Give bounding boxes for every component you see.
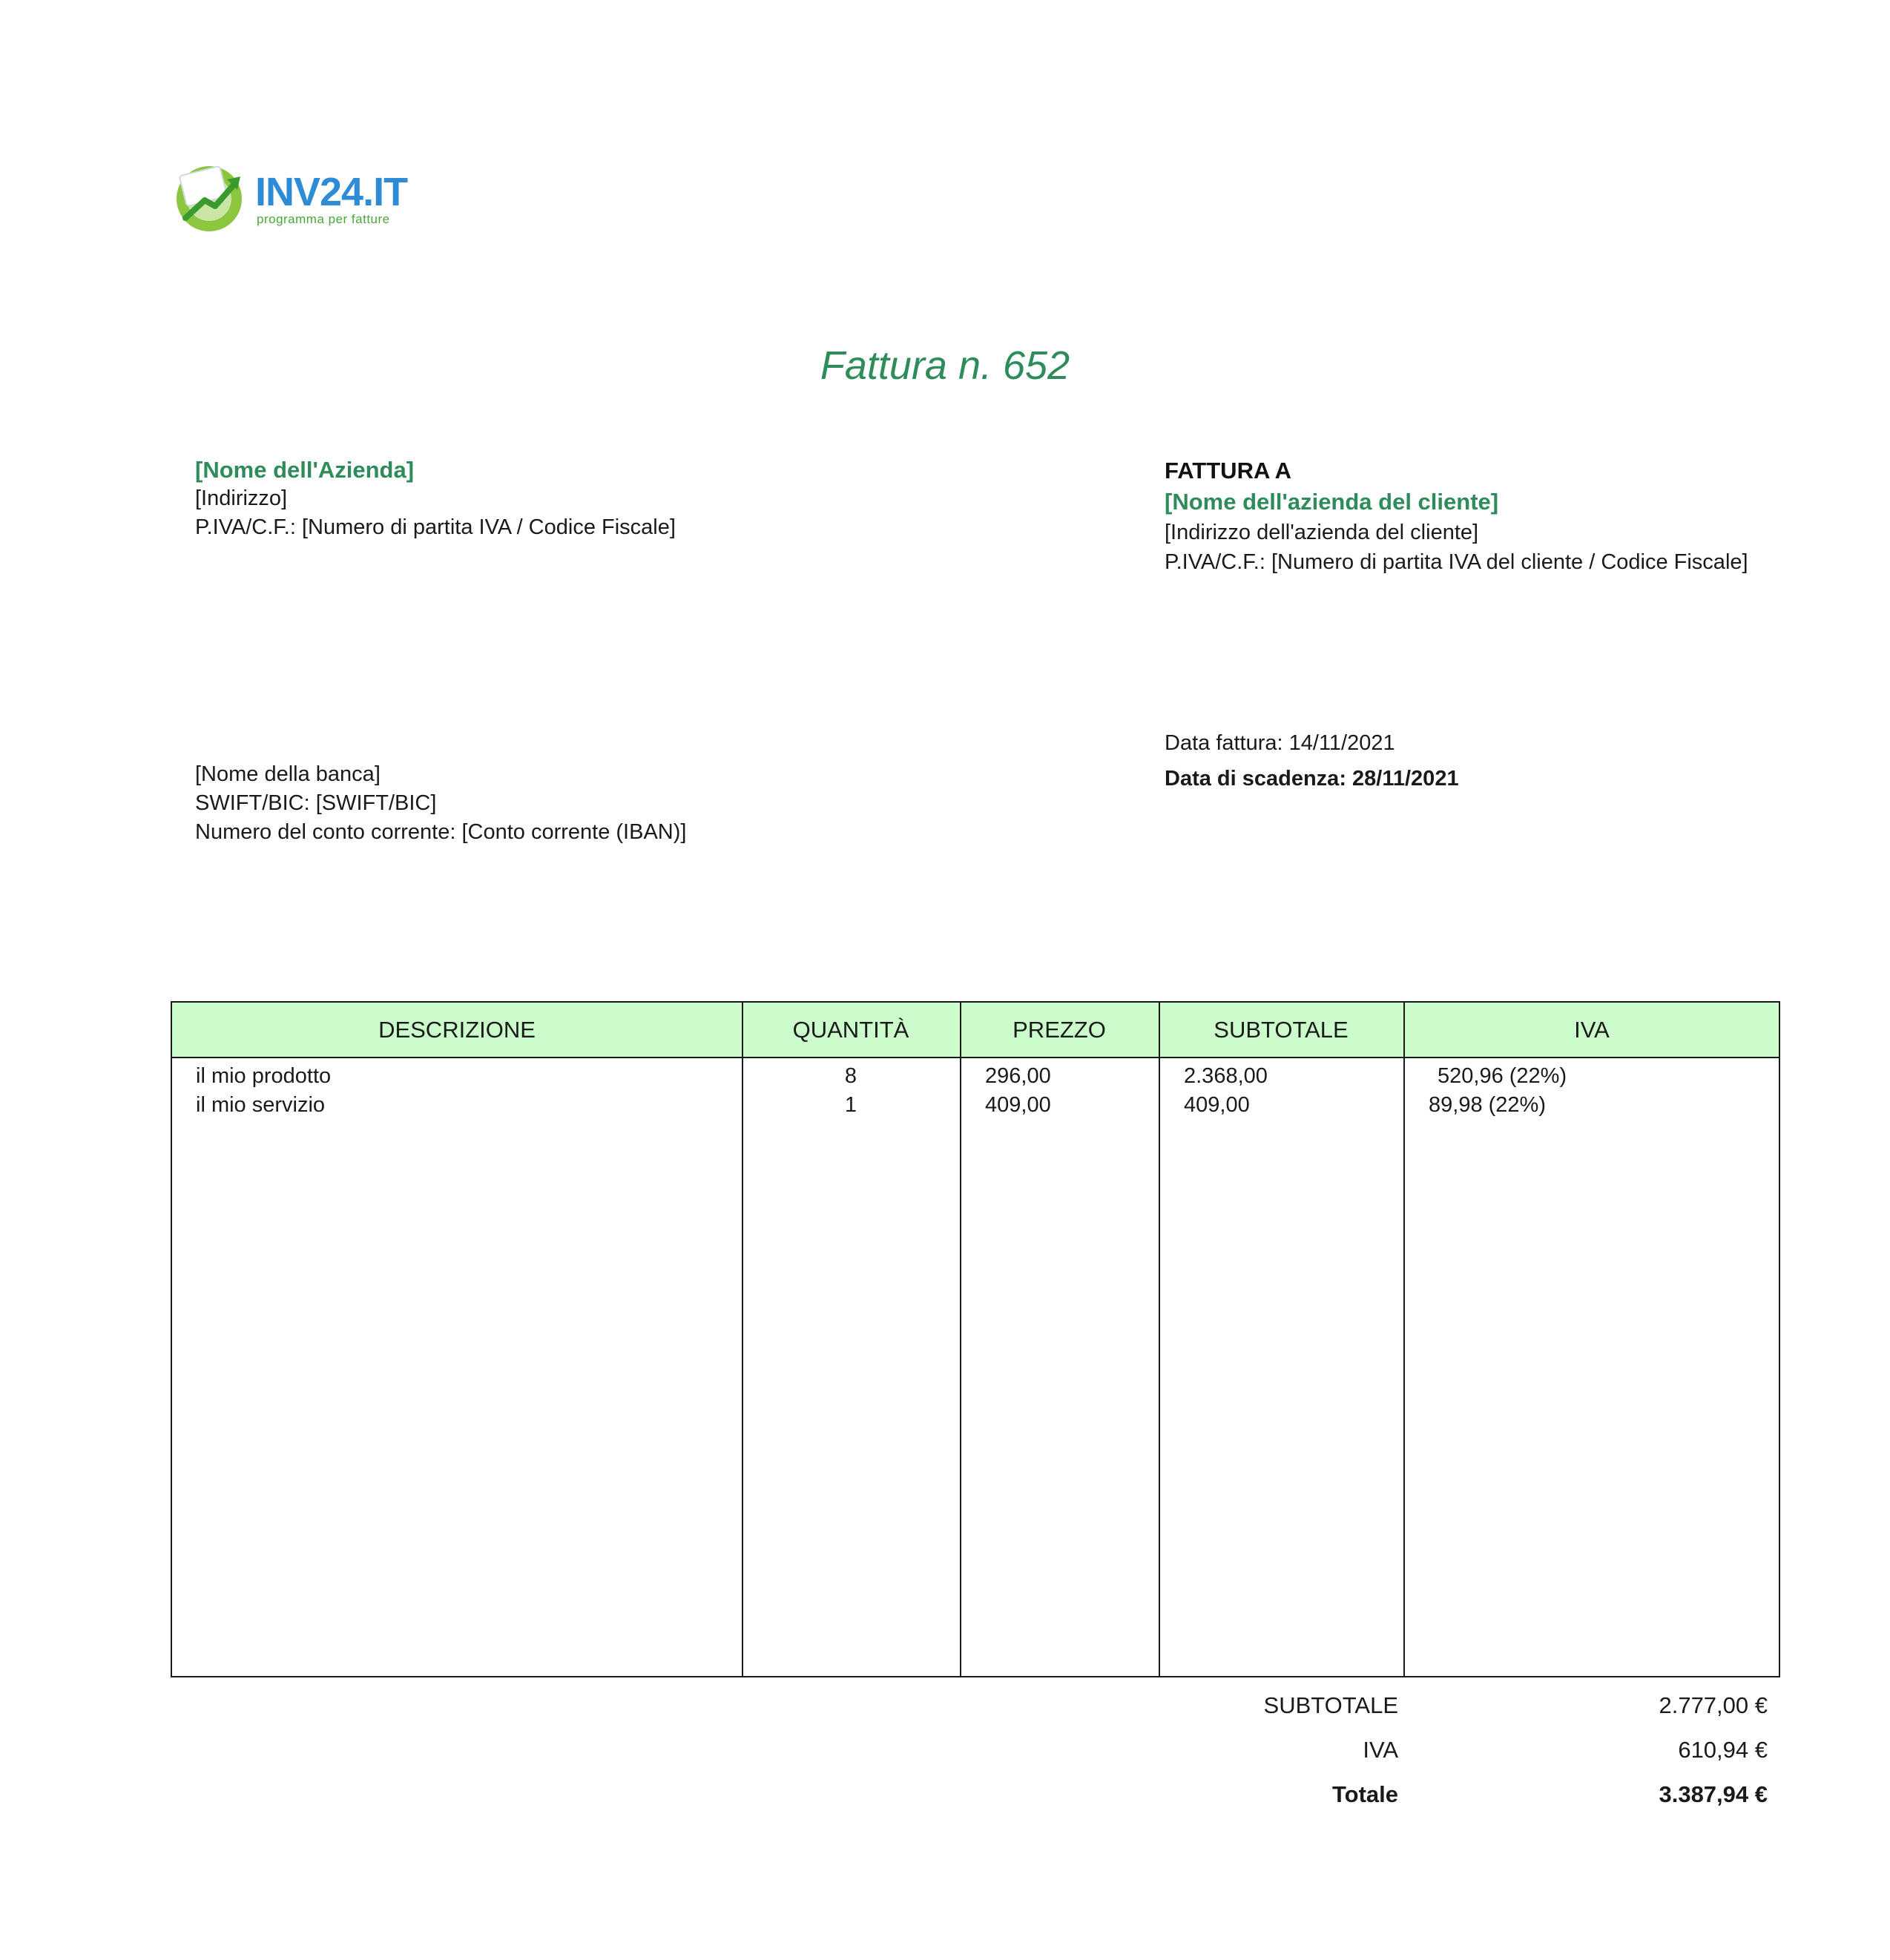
header-vat: IVA	[1574, 1017, 1610, 1043]
cell-vat: 89,98 (22%)	[1429, 1093, 1546, 1117]
logo-tagline: programma per fatture	[257, 212, 390, 226]
bank-block	[195, 760, 686, 847]
subtotal-value: 2.777,00 €	[1659, 1692, 1768, 1718]
cell-quantity: 1	[844, 1093, 857, 1117]
grand-total-label: Totale	[1332, 1781, 1398, 1807]
grand-total-value: 3.387,94 €	[1659, 1781, 1768, 1807]
items-table	[171, 1001, 1780, 1677]
seller-address: [Indirizzo]	[195, 486, 288, 510]
logo-wordmark: INV24.IT	[255, 170, 408, 214]
company-logo	[172, 156, 408, 237]
invoice-title: Fattura n. 652	[820, 343, 1070, 388]
buyer-block	[1165, 455, 1748, 577]
bill-to-label: FATTURA A	[1165, 458, 1292, 484]
header-price: PREZZO	[1012, 1017, 1106, 1043]
column-divider	[1403, 1003, 1405, 1676]
bank-swift: SWIFT/BIC: [SWIFT/BIC]	[195, 791, 437, 815]
cell-description: il mio servizio	[196, 1093, 326, 1117]
cell-subtotal: 2.368,00	[1184, 1064, 1268, 1088]
cell-vat: 520,96 (22%)	[1438, 1064, 1567, 1088]
seller-name: [Nome dell'Azienda]	[195, 457, 415, 483]
due-date: Data di scadenza: 28/11/2021	[1165, 767, 1459, 791]
header-quantity: QUANTITÀ	[792, 1017, 909, 1043]
cell-subtotal: 409,00	[1184, 1093, 1250, 1117]
column-divider	[1159, 1003, 1160, 1676]
buyer-vat: P.IVA/C.F.: [Numero di partita IVA del cliente / Codice Fiscale]	[1165, 550, 1748, 574]
header-subtotal: SUBTOTALE	[1214, 1017, 1349, 1043]
cell-price: 296,00	[985, 1064, 1051, 1088]
dates-block	[1165, 725, 1459, 796]
cell-price: 409,00	[985, 1093, 1051, 1117]
buyer-name: [Nome dell'azienda del cliente]	[1165, 489, 1499, 515]
cell-description: il mio prodotto	[196, 1064, 332, 1088]
subtotal-label: SUBTOTALE	[1263, 1692, 1398, 1718]
vat-total-value: 610,94 €	[1678, 1737, 1768, 1763]
seller-vat: P.IVA/C.F.: [Numero di partita IVA / Codice Fiscale]	[195, 515, 676, 539]
column-divider	[960, 1003, 961, 1676]
cell-quantity: 8	[844, 1064, 857, 1088]
logo-icon	[172, 160, 249, 234]
invoice-date: Data fattura: 14/11/2021	[1165, 731, 1395, 755]
header-description: DESCRIZIONE	[378, 1017, 536, 1043]
bank-name: [Nome della banca]	[195, 762, 381, 786]
buyer-address: [Indirizzo dell'azienda del cliente]	[1165, 521, 1479, 544]
vat-total-label: IVA	[1363, 1737, 1398, 1763]
bank-account: Numero del conto corrente: [Conto corrente (IBAN)]	[195, 820, 687, 844]
seller-block	[195, 455, 676, 542]
